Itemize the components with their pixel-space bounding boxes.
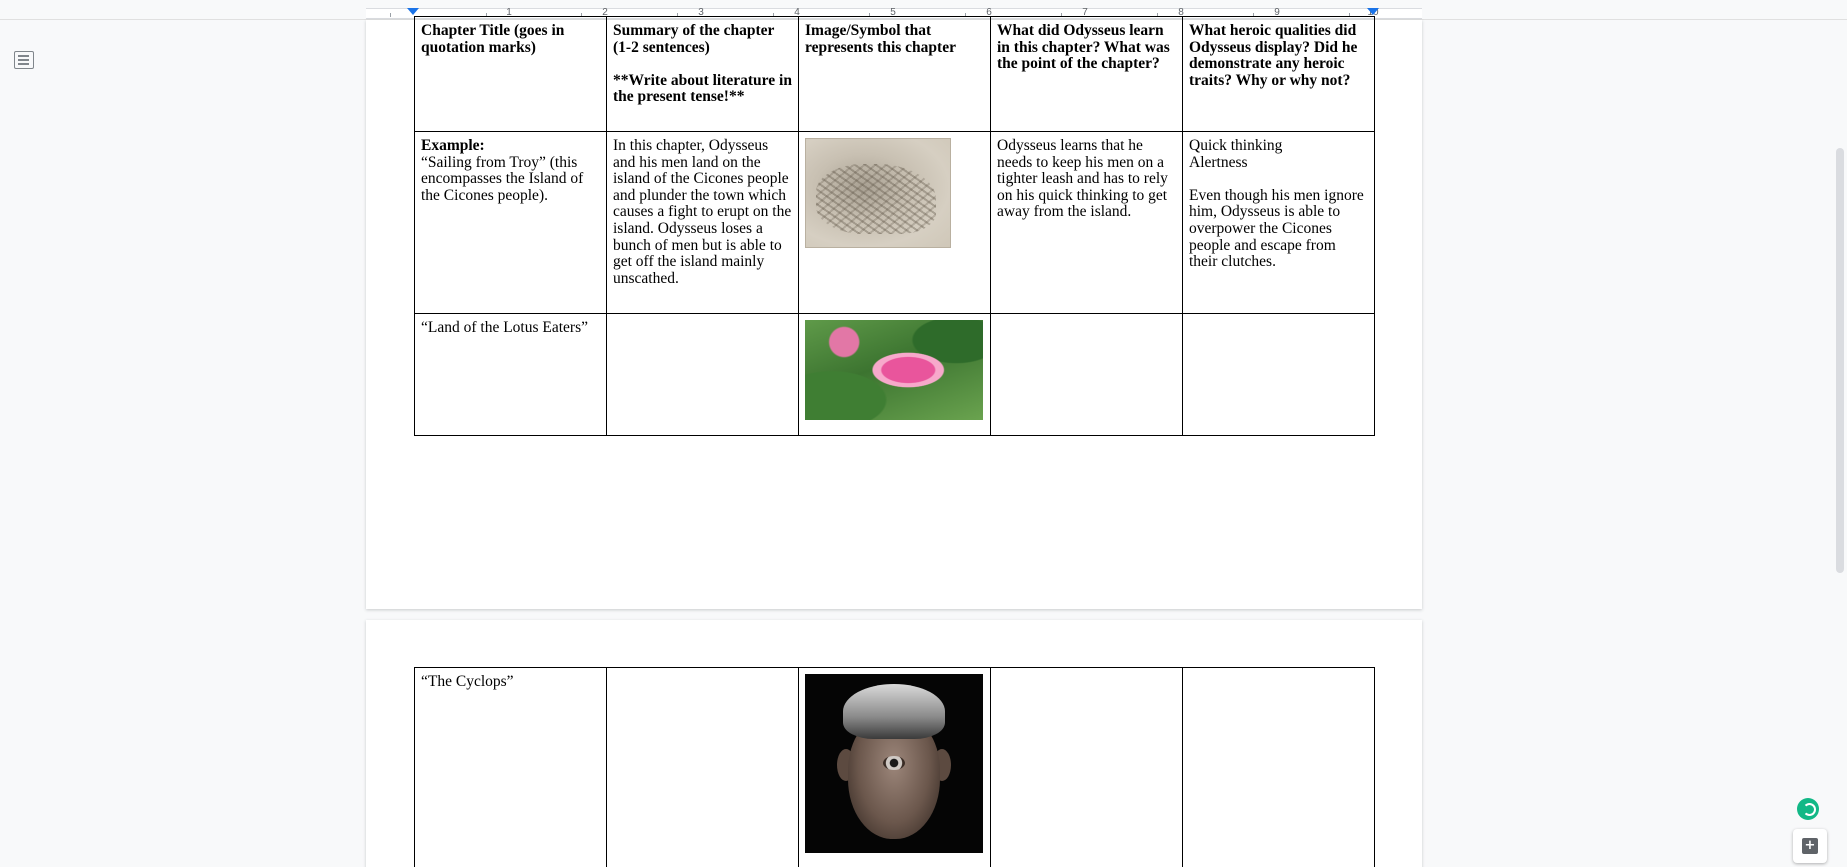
cyclops-chapter-title: “The Cyclops” — [421, 673, 514, 690]
ruler-number: 7 — [1082, 7, 1088, 18]
example-label: Example: — [421, 137, 485, 154]
table-cell[interactable] — [991, 668, 1183, 867]
chapter-table — [414, 16, 1375, 436]
table-cell[interactable] — [415, 17, 607, 132]
table-row — [415, 132, 1375, 314]
chapter-table — [414, 667, 1375, 867]
document-page[interactable] — [366, 20, 1422, 609]
table-cell[interactable] — [991, 314, 1183, 436]
table-cell[interactable] — [415, 314, 607, 436]
document-page[interactable] — [366, 620, 1422, 867]
assistant-icon[interactable] — [1797, 798, 1819, 820]
header-lesson: What did Odysseus learn in this chapter? What was the point of the chapter? — [997, 22, 1170, 73]
battle-engraving-image[interactable] — [805, 138, 951, 248]
table-cell[interactable] — [607, 314, 799, 436]
table-cell[interactable] — [991, 132, 1183, 314]
table-header-row — [415, 17, 1375, 132]
example-lesson: Odysseus learns that he needs to keep his men on a tighter leash and has to rely on his quick thinking to get away from the island. — [997, 137, 1168, 221]
ruler-number: 9 — [1274, 7, 1280, 18]
explore-button[interactable] — [1793, 829, 1827, 863]
header-summary: Summary of the chapter (1-2 sentences) — [613, 22, 775, 56]
table-row — [415, 668, 1375, 867]
table-cell[interactable] — [799, 314, 991, 436]
table-cell[interactable] — [799, 17, 991, 132]
cyclops-face-image[interactable] — [805, 674, 983, 853]
ruler-number: 3 — [698, 7, 704, 18]
table-cell[interactable] — [1183, 17, 1375, 132]
ruler-number: 5 — [890, 7, 896, 18]
header-heroic-qualities: What heroic qualities did Odysseus display? Did he demonstrate any heroic traits? Why or why not? — [1189, 22, 1358, 89]
ruler-number: 8 — [1178, 7, 1184, 18]
table-cell[interactable] — [415, 668, 607, 867]
table-cell[interactable] — [799, 132, 991, 314]
lotus-flower-image[interactable] — [805, 320, 983, 420]
header-image-symbol: Image/Symbol that represents this chapter — [805, 22, 956, 56]
example-chapter-title: “Sailing from Troy” (this encompasses the Island of the Cicones people). — [421, 153, 584, 204]
example-summary: In this chapter, Odysseus and his men land on the island of the Cicones people and plunder the town which causes a fight to erupt on the island. Odysseus loses a bunch of men but is able to get off the island mainly unscathed. — [613, 137, 792, 287]
table-cell[interactable] — [607, 17, 799, 132]
document-outline-icon[interactable] — [14, 51, 34, 69]
table-cell[interactable] — [1183, 668, 1375, 867]
table-cell[interactable] — [991, 17, 1183, 132]
table-cell[interactable] — [607, 668, 799, 867]
ruler-number: 1 — [506, 7, 512, 18]
table-cell[interactable] — [607, 132, 799, 314]
left-indent-marker[interactable] — [407, 8, 419, 15]
scrollbar-thumb[interactable] — [1836, 148, 1844, 573]
right-indent-marker[interactable] — [1367, 8, 1379, 15]
ruler-number: 10 — [1367, 7, 1379, 18]
table-cell[interactable] — [1183, 132, 1375, 314]
header-summary-note: **Write about literature in the present tense!** — [613, 71, 792, 106]
table-cell[interactable] — [415, 132, 607, 314]
ruler-number: 2 — [602, 7, 608, 18]
header-chapter-title: Chapter Title (goes in quotation marks) — [421, 22, 565, 56]
ruler-number: 4 — [794, 7, 800, 18]
ruler-tick — [390, 13, 391, 17]
example-quality-explanation: Even though his men ignore him, Odysseus is able to overpower the Cicones people and escape from their clutches. — [1189, 186, 1364, 271]
ruler-number: 6 — [986, 7, 992, 18]
explore-icon: + — [1802, 838, 1818, 854]
table-cell[interactable] — [1183, 314, 1375, 436]
table-cell[interactable] — [799, 668, 991, 867]
table-row — [415, 314, 1375, 436]
lotus-chapter-title: “Land of the Lotus Eaters” — [421, 319, 588, 336]
example-quality: Alertness — [1189, 153, 1248, 171]
example-quality: Quick thinking — [1189, 137, 1283, 154]
